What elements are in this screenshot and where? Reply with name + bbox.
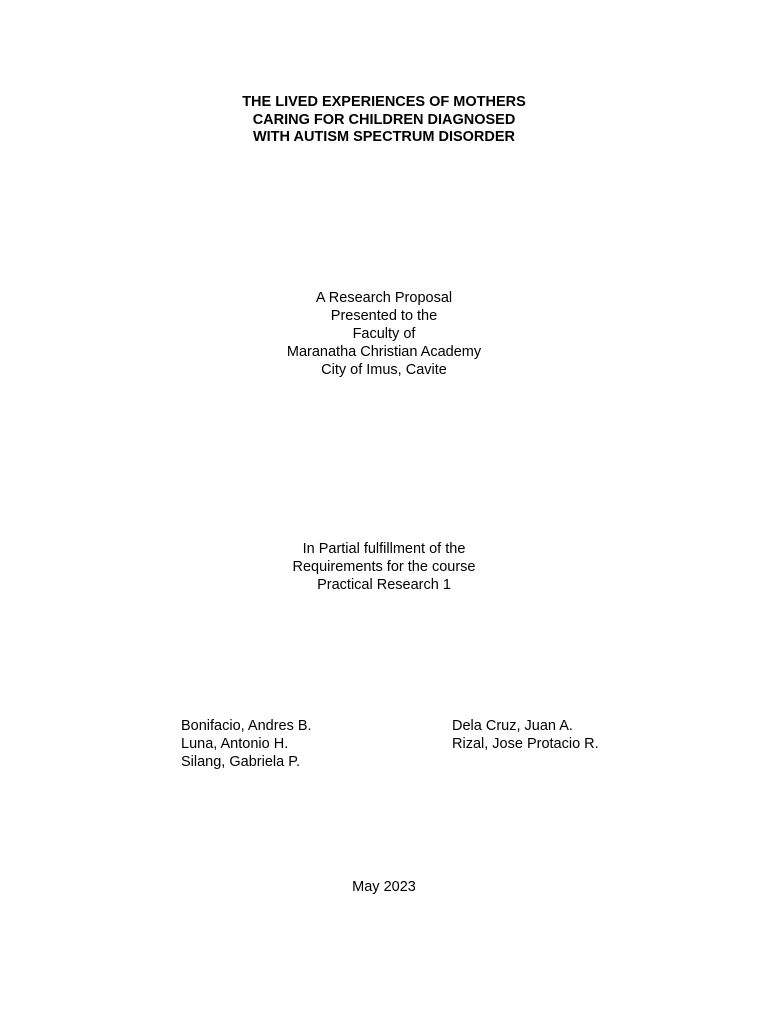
- presentation-block: [0, 289, 768, 379]
- author-name: Rizal, Jose Protacio R.: [452, 736, 599, 752]
- fulfillment-line: Requirements for the course: [292, 559, 476, 575]
- fulfillment-line: In Partial fulfillment of the: [302, 541, 466, 557]
- authors-list: [181, 717, 641, 777]
- presentation-line: Maranatha Christian Academy: [286, 344, 482, 360]
- submission-date: [0, 878, 768, 896]
- presentation-line: A Research Proposal: [315, 290, 453, 306]
- presentation-line: Presented to the: [330, 308, 438, 324]
- fulfillment-line: Practical Research 1: [317, 577, 451, 593]
- title-line: CARING FOR CHILDREN DIAGNOSED: [252, 111, 516, 128]
- author-name: Silang, Gabriela P.: [181, 754, 301, 770]
- authors-left-column: [181, 717, 312, 771]
- presentation-line: Faculty of: [352, 326, 416, 342]
- author-name: Dela Cruz, Juan A.: [452, 718, 573, 734]
- title-line: WITH AUTISM SPECTRUM DISORDER: [252, 129, 516, 145]
- author-name: Bonifacio, Andres B.: [181, 718, 312, 734]
- author-name: Luna, Antonio H.: [181, 736, 289, 752]
- document-title: [0, 94, 768, 147]
- date-text: May 2023: [352, 879, 416, 895]
- authors-right-column: [452, 717, 599, 753]
- fulfillment-block: [0, 540, 768, 594]
- title-line: THE LIVED EXPERIENCES OF MOTHERS: [242, 94, 526, 110]
- presentation-line: City of Imus, Cavite: [321, 362, 447, 378]
